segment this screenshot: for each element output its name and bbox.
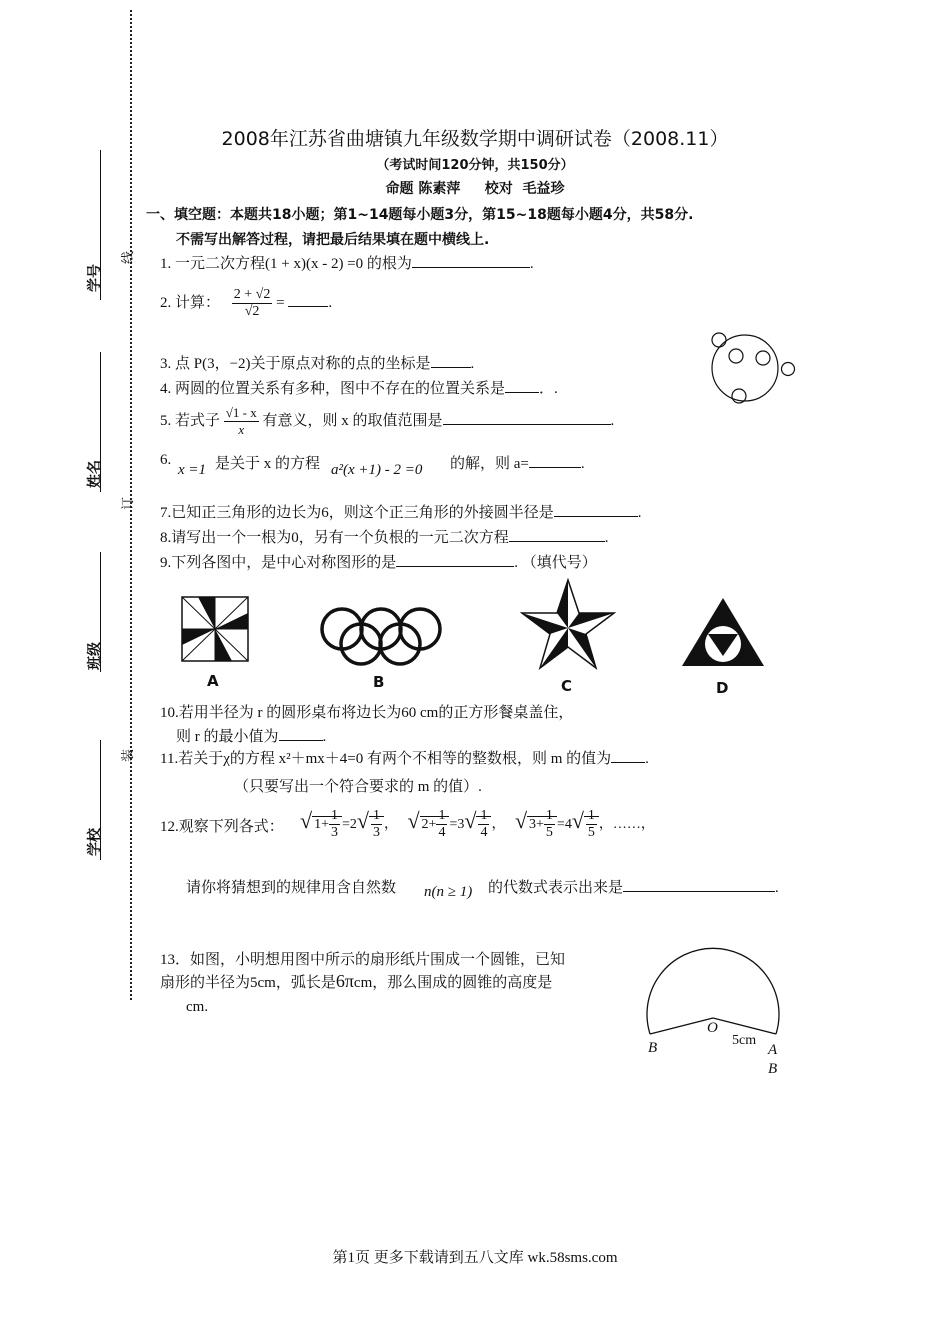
- section-instruction: 不需写出解答过程，请把最后结果填在题中横线上.: [176, 232, 490, 248]
- exam-authors: 命题 陈素萍 校对 毛益珍: [385, 181, 565, 197]
- binding-char-line: 线: [120, 250, 136, 265]
- page-footer: 第1页 更多下载请到五八文库 wk.58sms.com: [332, 1250, 618, 1266]
- binding-char-staple: 订: [120, 496, 136, 511]
- answer-blank-10[interactable]: [279, 726, 323, 741]
- answer-blank-3[interactable]: [431, 353, 471, 368]
- sector-point-b-right: B: [768, 1061, 778, 1077]
- question-8: 8.请写出一个一根为0，另有一个负根的一元二次方程 .: [160, 526, 609, 547]
- question-12-line2-tail: 的代数式表示出来是 .: [488, 876, 779, 897]
- class-label: 班级: [87, 642, 103, 670]
- figure-label-c: C: [561, 677, 573, 695]
- question-11: 11.若关于χ的方程 x²＋mx＋4=0 有两个不相等的整数根，则 m 的值为 .: [160, 747, 649, 768]
- question-7: 7.已知正三角形的边长为6，则这个正三角形的外接圆半径是 .: [160, 501, 642, 522]
- two-circles-figure: [700, 328, 800, 410]
- school-label: 学校: [87, 828, 103, 856]
- answer-blank-1[interactable]: [412, 253, 530, 268]
- q12-radical-3: 3+ $\frac{1}{5}$: [527, 816, 557, 832]
- triangle-circle-figure: [680, 596, 766, 670]
- question-9: 9.下列各图中，是中心对称图形的是 . （填代号）: [160, 551, 597, 572]
- fraction-q5: $\frac{√1 - x}{x}$: [225, 405, 257, 437]
- question-13-line3: cm.: [186, 999, 209, 1015]
- answer-blank-6[interactable]: [529, 453, 581, 468]
- pinwheel-figure: [178, 594, 252, 664]
- star-figure: [520, 578, 616, 670]
- q6-text: 是关于 x 的方程: [215, 456, 321, 472]
- question-12: 12.观察下列各式：: [160, 819, 284, 835]
- binding-char-bind: 装: [120, 748, 136, 763]
- answer-blank-2[interactable]: [288, 292, 328, 307]
- question-5: 5. 若式子 $\frac{√1 - x}{x}$ 有意义，则 x 的取值范围是 .: [160, 405, 615, 437]
- answer-blank-4[interactable]: [505, 378, 539, 393]
- question-6: 6.: [160, 452, 172, 468]
- answer-blank-7[interactable]: [554, 502, 638, 517]
- question-1: 1. 一元二次方程(1 + x)(x - 2) =0 的根为 .: [160, 252, 534, 273]
- answer-blank-9[interactable]: [396, 552, 514, 567]
- question-3: 3. 点 P(3，−2)关于原点对称的点的坐标是 .: [160, 352, 474, 373]
- q12-radical-2: 2+ $\frac{1}{4}$: [420, 816, 450, 832]
- q12-formulas: √ 1+ $\frac{1}{3}$ =2√ $\frac{1}{3}$ ， √ 2+ $\frac{1}{4}$ =3√ $\frac{1}{4}$ ， √ 3+ $\frac{1}{5}$ =4√ $\frac{1}{5}$ ，……，: [300, 808, 655, 841]
- section-heading: 一、填空题：本题共18小题；第1~14题每小题3分，第15~18题每小题4分，共58分.: [146, 207, 694, 223]
- question-13-line2: 扇形的半径为5cm，弧长是6πcm，那么围成的圆锥的高度是: [160, 971, 553, 991]
- sector-center-label: O: [707, 1020, 718, 1036]
- olympic-rings-figure: [318, 606, 444, 666]
- sector-radius-label: 5cm: [732, 1033, 757, 1048]
- question-10-line2: 则 r 的最小值为 .: [176, 725, 326, 746]
- question-10: 10.若用半径为 r 的圆形桌布将边长为60 cm的正方形餐桌盖住，: [160, 705, 574, 721]
- figure-label-a: A: [207, 672, 219, 690]
- answer-blank-5[interactable]: [443, 410, 611, 425]
- question-2: 2. 计算： $\frac{2 + √2}{√2}$ = .: [160, 287, 333, 319]
- small-circle-tangent-out: [712, 333, 726, 347]
- sector-point-a: A: [768, 1042, 778, 1058]
- q6-x-value: x =1: [178, 462, 207, 478]
- question-11-line2: （只要写出一个符合要求的 m 的值）.: [234, 779, 482, 795]
- fraction-q2: $\frac{2 + √2}{√2}$: [233, 287, 271, 319]
- answer-blank-8[interactable]: [509, 527, 605, 542]
- answer-blank-11[interactable]: [611, 748, 645, 763]
- small-circle-outside: [782, 363, 795, 376]
- name-label: 姓名: [87, 460, 103, 488]
- q12-natural-number: n(n ≥ 1): [424, 884, 473, 900]
- big-circle: [712, 335, 778, 401]
- question-4: 4. 两圆的位置关系有多种，图中不存在的位置关系是 ．.: [160, 377, 558, 398]
- exam-subtitle: （考试时间120分钟，共150分）: [376, 158, 574, 173]
- question-12-line2: 请你将猜想到的规律用含自然数: [186, 880, 397, 896]
- exam-title: 2008年江苏省曲塘镇九年级数学期中调研试卷（2008.11）: [221, 128, 729, 150]
- small-circle-inside-2: [756, 351, 770, 365]
- q12-radical-1: 1+ $\frac{1}{3}$: [312, 816, 342, 832]
- answer-blank-12[interactable]: [623, 877, 775, 892]
- sector-point-b-left: B: [648, 1040, 658, 1056]
- figure-label-d: D: [716, 679, 729, 697]
- small-circle-inside-1: [729, 349, 743, 363]
- question-13: 13．如图，小明想用图中所示的扇形纸片围成一个圆锥，已知: [160, 952, 566, 968]
- figure-label-b: B: [373, 673, 385, 691]
- student-id-label: 学号: [87, 264, 103, 292]
- q6-tail: 的解，则 a= .: [450, 452, 585, 473]
- q6-equation: a²(x +1) - 2 =0: [331, 462, 423, 478]
